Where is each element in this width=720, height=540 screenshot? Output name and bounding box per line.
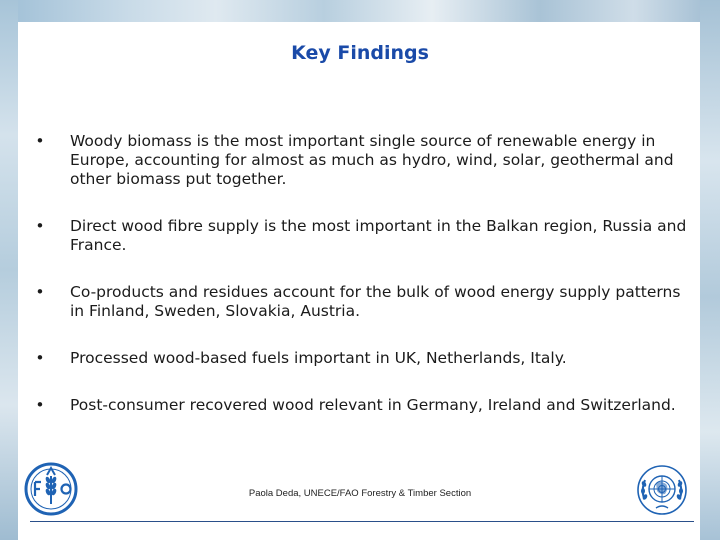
top-decorative-border [0, 0, 720, 22]
slide-title: Key Findings [291, 42, 429, 64]
bullet-icon: • [35, 217, 45, 235]
un-emblem-icon [636, 464, 688, 516]
bottom-rule [30, 521, 694, 522]
bullet-icon: • [35, 283, 45, 301]
list-item [30, 132, 690, 189]
list-item [30, 396, 690, 415]
footer-caption: Paola Deda, UNECE/FAO Forestry & Timber Section [248, 488, 472, 499]
list-item [30, 217, 690, 255]
bullet-icon: • [35, 132, 45, 150]
bullet-icon: • [35, 349, 45, 367]
bullet-text: Direct wood fibre supply is the most important in the Balkan region, Russia and France. [70, 217, 687, 254]
bullet-icon: • [35, 396, 45, 414]
bullet-text: Post-consumer recovered wood relevant in Germany, Ireland and Switzerland. [70, 396, 676, 414]
list-item [30, 283, 690, 321]
right-decorative-border [700, 0, 720, 540]
bullet-text: Co-products and residues account for the bulk of wood energy supply patterns in Finland, Sweden, Slovakia, Austria. [70, 283, 681, 320]
bullet-text: Processed wood-based fuels important in UK, Netherlands, Italy. [70, 349, 567, 367]
fao-logo-icon [24, 462, 78, 516]
left-decorative-border [0, 0, 18, 540]
bullet-text: Woody biomass is the most important single source of renewable energy in Europe, accounting for almost as much as hydro, wind, solar, geothermal and other biomass put together. [70, 132, 674, 188]
list-item [30, 349, 690, 368]
key-findings-list [30, 132, 690, 415]
